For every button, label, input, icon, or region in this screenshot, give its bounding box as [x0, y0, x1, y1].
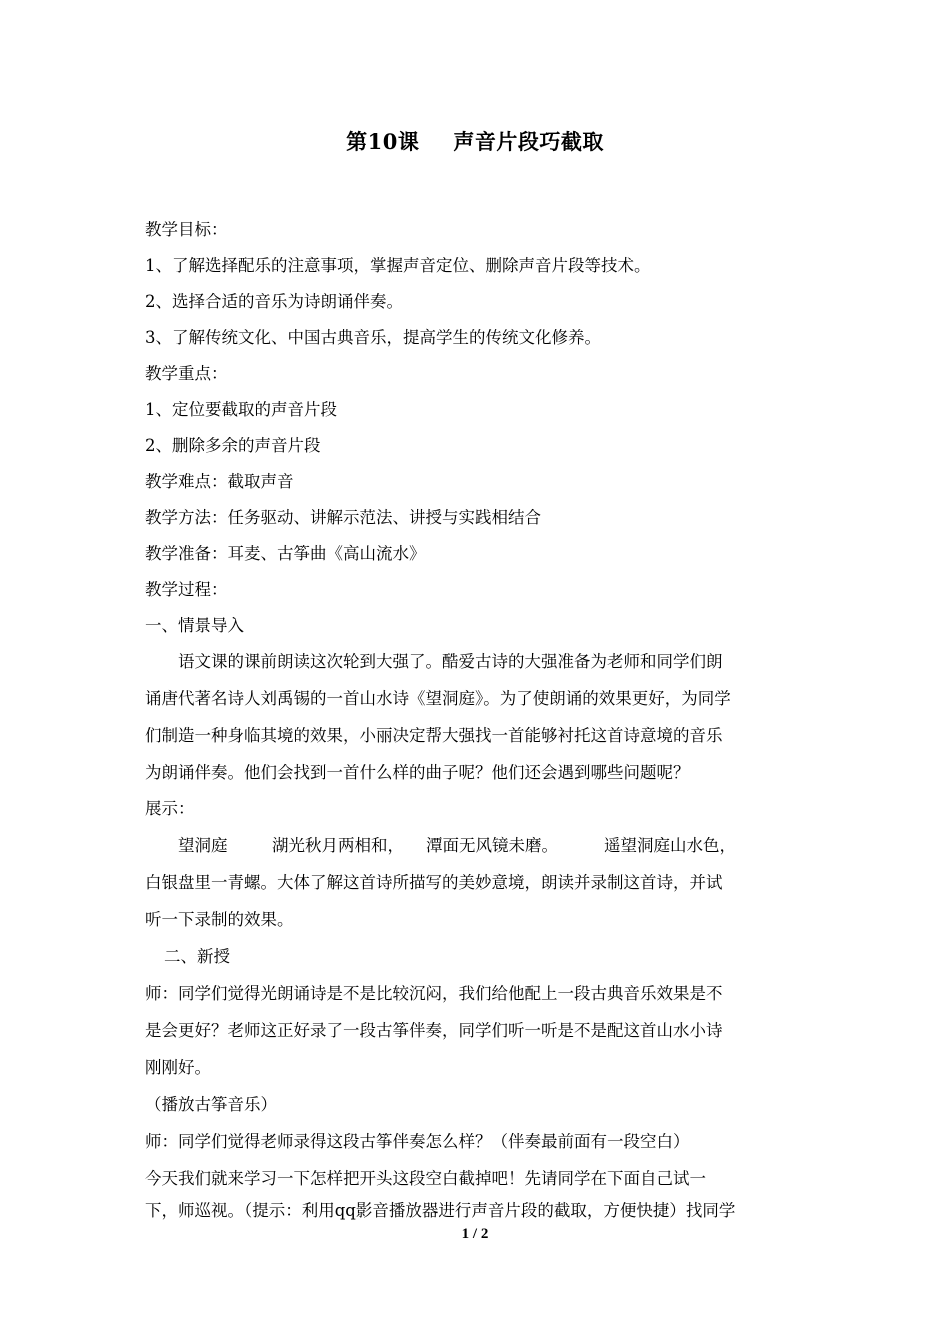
text-line: 2、删除多余的声音片段 [145, 436, 321, 455]
text-line: 教学重点： [145, 364, 228, 383]
section-heading: 二、新授 [164, 947, 230, 966]
page-number: 1 / 2 [461, 1226, 489, 1242]
poem-line-2: 潭面无风镜未磨。 [426, 836, 558, 855]
text-line: 诵唐代著名诗人刘禹锡的一首山水诗《望洞庭》。为了使朗诵的效果更好，为同学 [145, 689, 731, 708]
text-line: 教学准备：耳麦、古筝曲《高山流水》 [145, 544, 426, 563]
text-line: 们制造一种身临其境的效果，小丽决定帮大强找一首能够衬托这首诗意境的音乐 [145, 726, 723, 745]
text-line: 1、定位要截取的声音片段 [145, 400, 337, 419]
poem-line-1: 湖光秋月两相和， [272, 836, 404, 855]
text-line: 一、情景导入 [145, 616, 244, 635]
text-line: 1、了解选择配乐的注意事项，掌握声音定位、删除声音片段等技术。 [145, 256, 651, 275]
poem-line [178, 835, 736, 857]
text-line: 为朗诵伴奏。他们会找到一首什么样的曲子呢？他们还会遇到哪些问题呢？ [145, 763, 690, 782]
text-line: （播放古筝音乐） [145, 1095, 277, 1114]
text-line: 教学过程： [145, 580, 228, 599]
poem-line-3: 遥望洞庭山水色， [604, 836, 736, 855]
text-line: 今天我们就来学习一下怎样把开头这段空白截掉吧！先请同学在下面自己试一 [145, 1169, 706, 1188]
text-line: 2、选择合适的音乐为诗朗诵伴奏。 [145, 292, 403, 311]
text-line: 刚刚好。 [145, 1058, 211, 1077]
text-line: 师：同学们觉得老师录得这段古筝伴奏怎么样？（伴奏最前面有一段空白） [145, 1132, 690, 1151]
text-line: 是会更好？老师这正好录了一段古筝伴奏，同学们听一听是不是配这首山水小诗 [145, 1021, 723, 1040]
title-lesson: 第10课 [346, 129, 420, 154]
text-line: 语文课的课前朗读这次轮到大强了。酷爱古诗的大强准备为老师和同学们朗 [178, 652, 723, 671]
text-line: 3、了解传统文化、中国古典音乐，提高学生的传统文化修养。 [145, 328, 601, 347]
text-line: 展示： [145, 799, 195, 818]
text-line: 听一下录制的效果。 [145, 910, 294, 929]
title-topic: 声音片段巧截取 [453, 129, 604, 154]
page-title [0, 126, 950, 156]
text-line: 下，师巡视。（提示：利用qq影音播放器进行声音片段的截取，方便快捷）找同学 [145, 1201, 736, 1220]
text-line: 师：同学们觉得光朗诵诗是不是比较沉闷，我们给他配上一段古典音乐效果是不 [145, 984, 723, 1003]
text-line: 教学难点：截取声音 [145, 472, 294, 491]
text-line: 教学目标： [145, 220, 228, 239]
text-line: 白银盘里一青螺。大体了解这首诗所描写的美妙意境，朗读并录制这首诗，并试 [145, 873, 723, 892]
poem-title: 望洞庭 [178, 836, 228, 855]
text-line: 教学方法：任务驱动、讲解示范法、讲授与实践相结合 [145, 508, 541, 527]
